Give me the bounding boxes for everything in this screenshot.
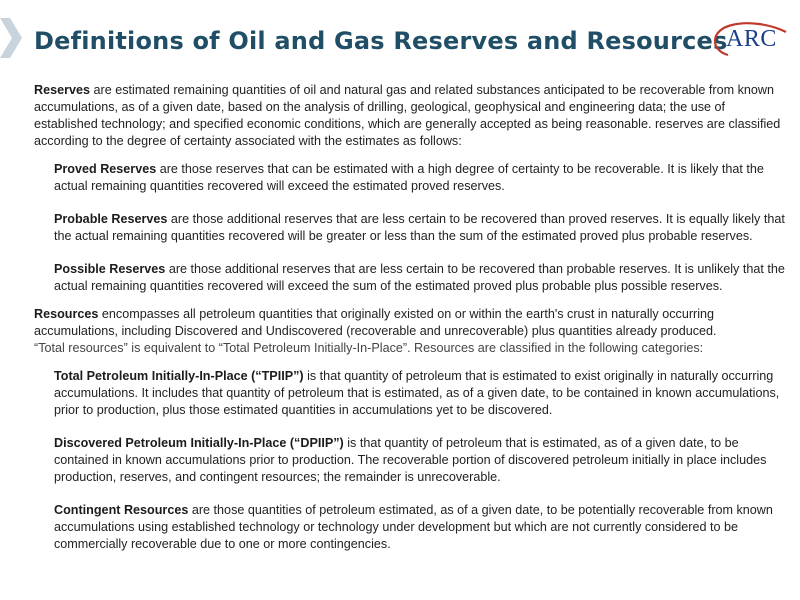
contingent-resources-paragraph (54, 502, 786, 553)
definitions-body (34, 82, 786, 553)
probable-reserves-paragraph (54, 211, 786, 245)
page-title: Definitions of Oil and Gas Reserves and Resources (34, 27, 728, 55)
proved-reserves-term: Proved Reserves (54, 162, 157, 176)
proved-reserves-text: are those reserves that can be estimated with a high degree of certainty to be recoverable. It is likely that the actual remaining quantities recovered will exceed the estimated proved reserves. (54, 162, 764, 193)
resources-paragraph (34, 306, 786, 357)
contingent-resources-term: Contingent Resources (54, 503, 189, 517)
reserves-text: are estimated remaining quantities of oil and natural gas and related substances anticipated to be recoverable from known accumulations, as of a given date, based on the analysis of drilling, geological, geophysical and engineering data; the use of established technology; and specified economic conditions, which are generally accepted as being reasonable. reserves are classified according to the degree of certainty associated with the estimates as follows: (34, 83, 781, 148)
probable-reserves-text: are those additional reserves that are less certain to be recovered than proved reserves. It is equally likely that the actual remaining quantities recovered will be greater or less than the sum of the estimated proved plus probable reserves. (54, 212, 785, 243)
dpiip-term: Discovered Petroleum Initially-In-Place (“DPIIP”) (54, 436, 344, 450)
contingent-resources-text: are those quantities of petroleum estimated, as of a given date, to be potentially recoverable from known accumulations using established technology or technology under development but which are not currently considered to be commercially recoverable due to one or more contingencies. (54, 503, 773, 551)
possible-reserves-text: are those additional reserves that are less certain to be recovered than probable reserves. It is unlikely that the actual remaining quantities recovered will exceed the sum of the estimated proved plus probable plus possible reserves. (54, 262, 785, 293)
proved-reserves-paragraph (54, 161, 786, 195)
dpiip-text: is that quantity of petroleum that is estimated, as of a given date, to be contained in known accumulations prior to production. The recoverable portion of discovered petroleum initially in place includes production, reserves, and contingent resources; the remainder is unrecoverable. (54, 436, 767, 484)
dpiip-paragraph (54, 435, 786, 486)
possible-reserves-paragraph (54, 261, 786, 295)
resources-term: Resources (34, 307, 99, 321)
reserves-paragraph (34, 82, 786, 150)
resources-text: encompasses all petroleum quantities that originally existed on or within the earth's crust in naturally occurring accumulations, including Discovered and Undiscovered (recoverable and unrecoverable) plus quantities already produced. (34, 307, 717, 338)
resources-note: “Total resources” is equivalent to “Total Petroleum Initially-In-Place”. Resources are classified in the following categories: (34, 341, 704, 355)
possible-reserves-term: Possible Reserves (54, 262, 166, 276)
logo-text: ARC (726, 26, 777, 52)
probable-reserves-term: Probable Reserves (54, 212, 168, 226)
reserves-term: Reserves (34, 83, 91, 97)
tpiip-term: Total Petroleum Initially-In-Place (“TPIIP”) (54, 369, 304, 383)
tpiip-paragraph (54, 368, 786, 419)
chevron-icon (0, 18, 22, 58)
tpiip-text: is that quantity of petroleum that is estimated to exist originally in naturally occurring accumulations. It includes that quantity of petroleum that is estimated, as of a given date, to be contained in known accumulations, prior to production, plus those estimated quantities in accumulations yet to be discovered. (54, 369, 780, 417)
